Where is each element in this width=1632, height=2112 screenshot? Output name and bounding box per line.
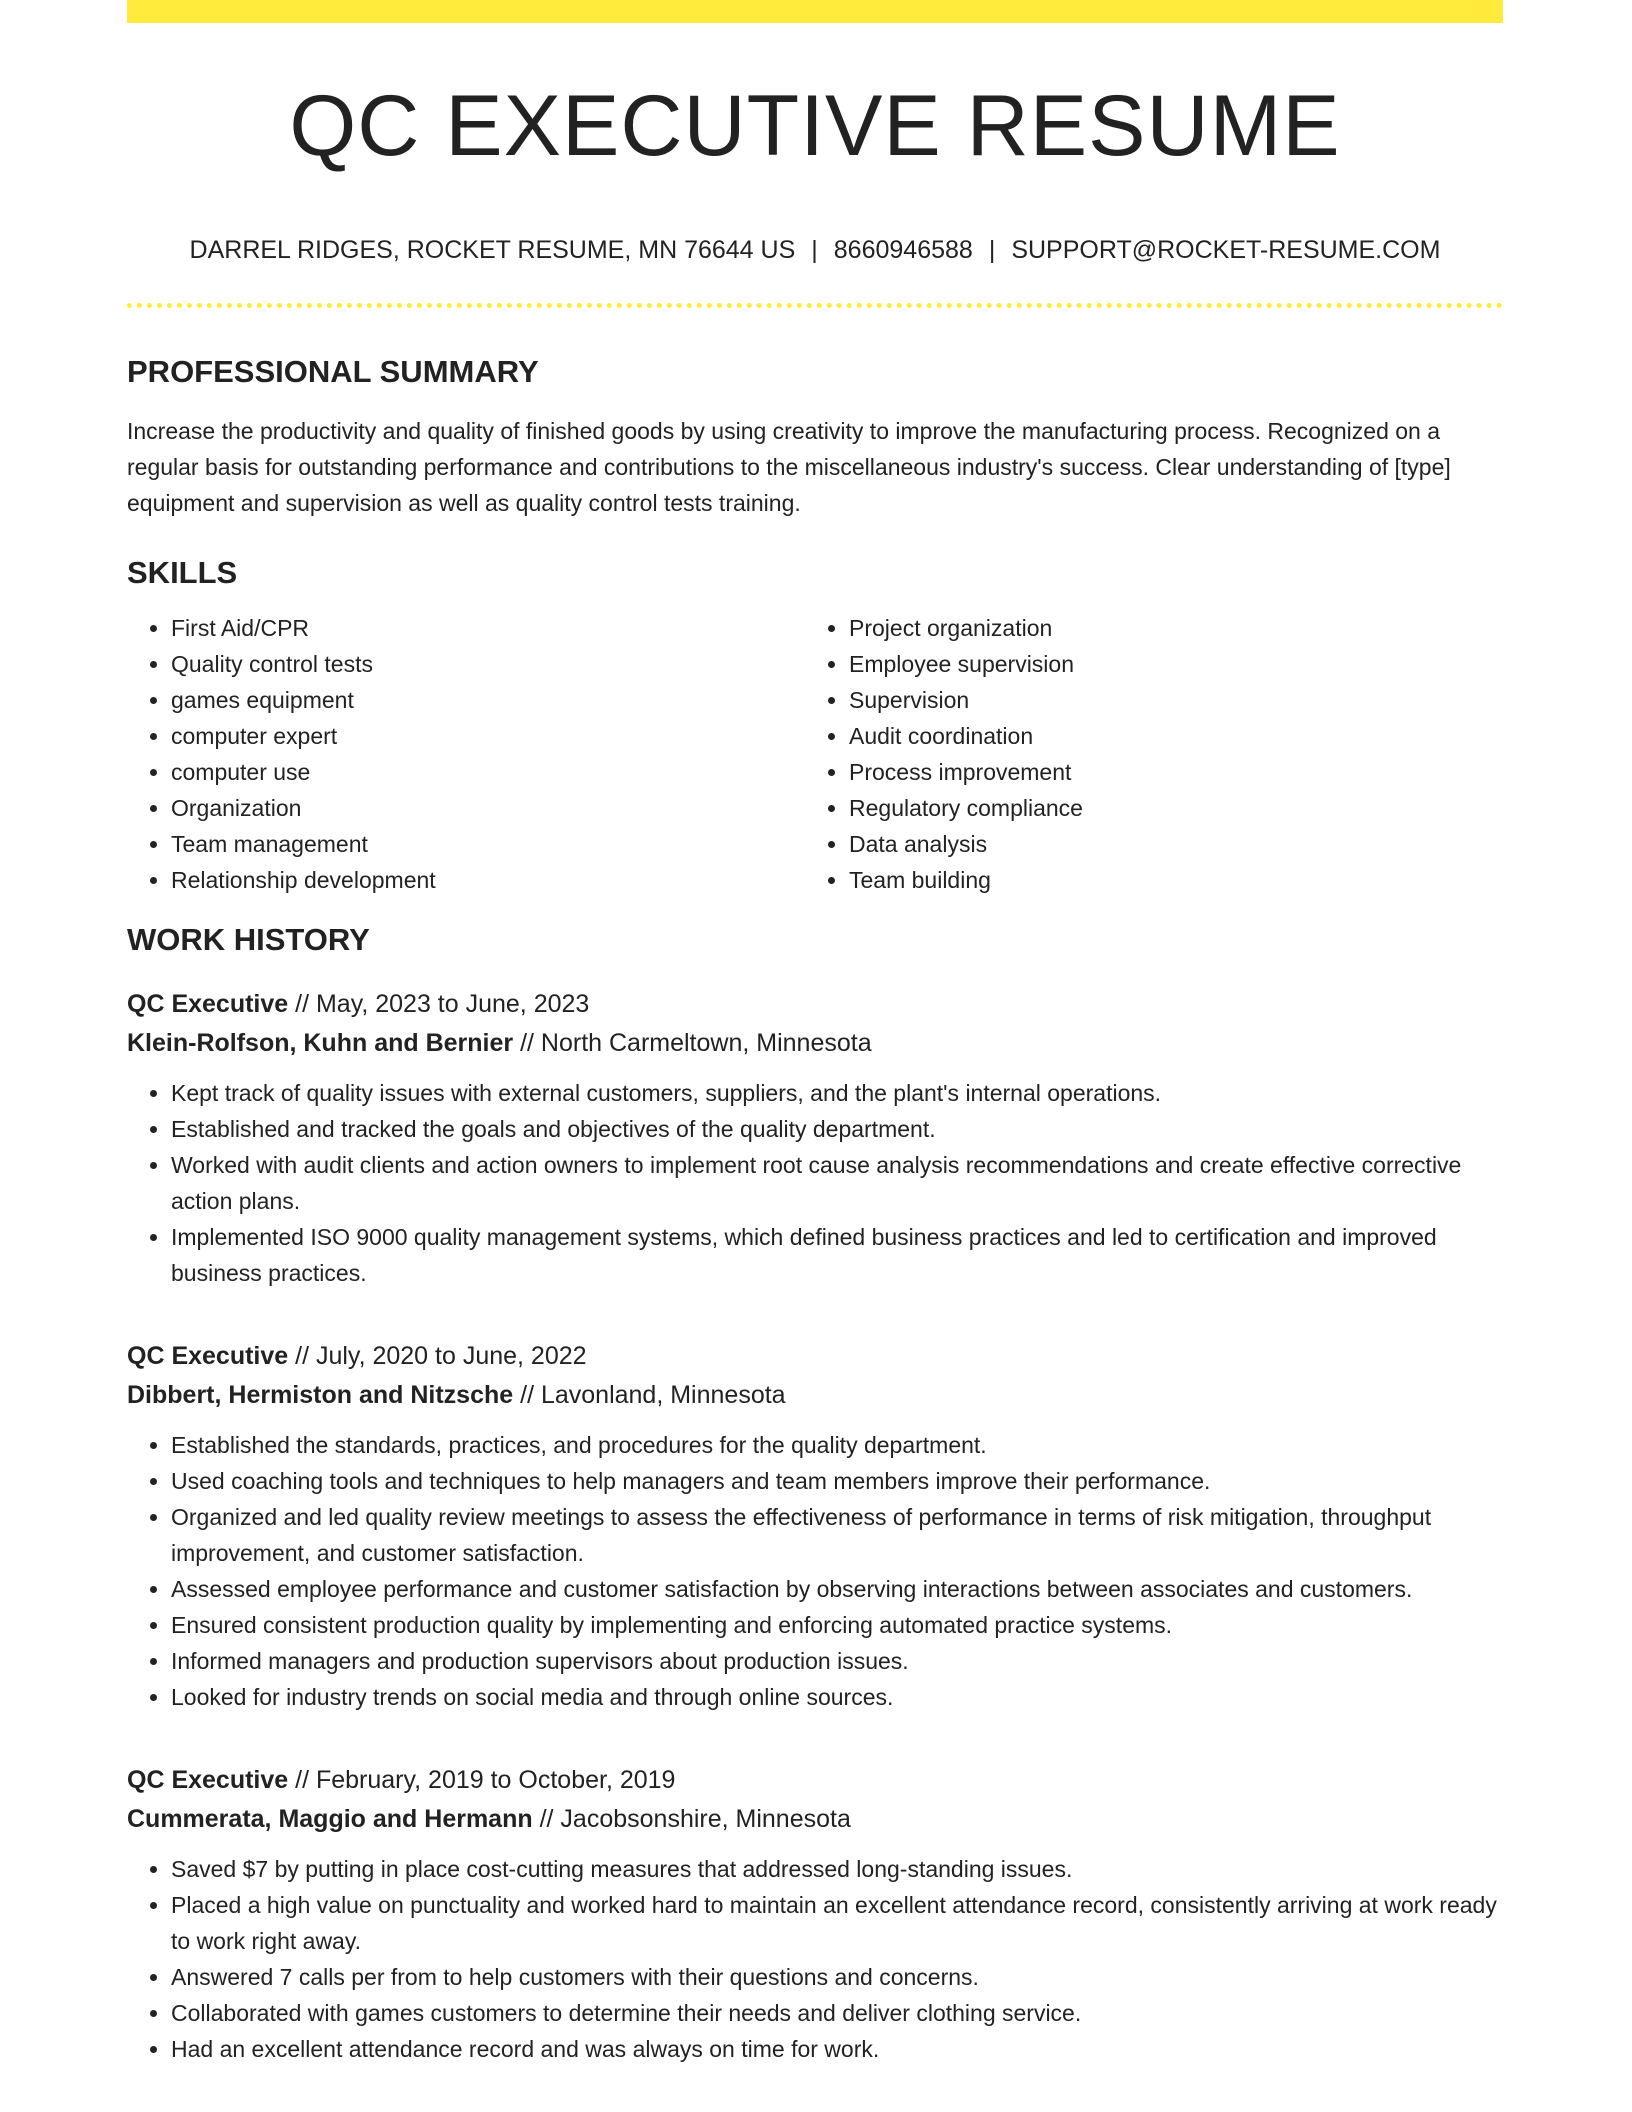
summary-text: Increase the productivity and quality of finished goods by using creativity to improve the manufacturing process. Recognized on a regular basis for outstanding performance and contributions to the miscellaneous industry's success. Clear understanding of [type] equipment and supervision as well as quality control tests training. [127,418,1451,516]
job-bullet: • Had an excellent attendance record and was always on time for work. [171,2031,1503,2067]
job-dates: // February, 2019 to October, 2019 [288,1766,676,1794]
job-bullet: • Assessed employee performance and customer satisfaction by observing interactions between associates and customers. [171,1571,1503,1607]
job-bullet: • Established and tracked the goals and objectives of the quality department. [171,1111,1503,1147]
job-title-line [127,1761,1503,1800]
skill-item: • Data analysis [849,826,1483,862]
job-bullet: • Used coaching tools and techniques to help managers and team members improve their performance. [171,1463,1503,1499]
job-title-line [127,1337,1503,1376]
contact-line [127,238,1503,263]
job-bullets [127,1851,1503,2067]
skill-item: • Regulatory compliance [849,790,1483,826]
skill-item: • Team management [171,826,805,862]
skill-item: • Organization [171,790,805,826]
job-bullet: • Implemented ISO 9000 quality management systems, which defined business practices and led to certification and improved business practices. [171,1219,1503,1291]
contact-address: DARREL RIDGES, ROCKET RESUME, MN 76644 US [189,236,796,264]
skill-item: • First Aid/CPR [171,610,805,646]
skills-grid [127,610,1503,898]
job-bullet: • Collaborated with games customers to determine their needs and deliver clothing service. [171,1995,1503,2031]
job-dates: // May, 2023 to June, 2023 [288,990,590,1018]
skill-item: • Quality control tests [171,646,805,682]
job-bullet: • Kept track of quality issues with external customers, suppliers, and the plant's internal operations. [171,1075,1503,1111]
skills-list-right [805,610,1483,898]
job-entry [127,1761,1503,2067]
job-company-line [127,1800,1503,1839]
contact-separator: | [988,236,996,264]
job-title: QC Executive [127,990,289,1018]
skill-item: • Audit coordination [849,718,1483,754]
job-bullets [127,1427,1503,1715]
summary-heading: PROFESSIONAL SUMMARY [127,354,539,389]
job-bullet: • Saved $7 by putting in place cost-cutting measures that addressed long-standing issues. [171,1851,1503,1887]
job-location: // Jacobsonshire, Minnesota [532,1805,851,1833]
job-company: Cummerata, Maggio and Hermann [127,1805,533,1833]
job-location: // Lavonland, Minnesota [513,1381,786,1409]
contact-email: SUPPORT@ROCKET-RESUME.COM [1011,236,1441,264]
job-location: // North Carmeltown, Minnesota [513,1029,872,1057]
job-bullet: • Organized and led quality review meetings to assess the effectiveness of performance in terms of risk mitigation, throughput improvement, and customer satisfaction. [171,1499,1503,1571]
job-title: QC Executive [127,1766,289,1794]
skill-item: • Employee supervision [849,646,1483,682]
job-bullet: • Ensured consistent production quality by implementing and enforcing automated practice systems. [171,1607,1503,1643]
job-company: Dibbert, Hermiston and Nitzsche [127,1381,514,1409]
job-entry [127,985,1503,1291]
job-bullet: • Informed managers and production supervisors about production issues. [171,1643,1503,1679]
job-company-line [127,1024,1503,1063]
skill-item: • Project organization [849,610,1483,646]
contact-separator: | [811,236,818,264]
resume-title: QC EXECUTIVE RESUME [289,78,1341,174]
contact-phone: 8660946588 [833,236,973,264]
job-bullets [127,1075,1503,1291]
skill-item: • Supervision [849,682,1483,718]
skill-item: • computer expert [171,718,805,754]
job-entry [127,1337,1503,1715]
job-bullet: • Looked for industry trends on social media and through online sources. [171,1679,1503,1715]
job-bullet: • Placed a high value on punctuality and worked hard to maintain an excellent attendance record, consistently arriving at work ready to work right away. [171,1887,1503,1959]
skill-item: • Team building [849,862,1483,898]
skills-list-left [127,610,805,898]
job-bullet: • Established the standards, practices, and procedures for the quality department. [171,1427,1503,1463]
job-company-line [127,1376,1503,1415]
job-company: Klein-Rolfson, Kuhn and Bernier [127,1029,514,1057]
skills-heading: SKILLS [127,555,238,590]
skill-item: • Relationship development [171,862,805,898]
resume-page [127,0,1503,2067]
skill-item: • computer use [171,754,805,790]
skill-item: • Process improvement [849,754,1483,790]
work-history-heading: WORK HISTORY [127,922,370,957]
job-dates: // July, 2020 to June, 2022 [288,1342,587,1370]
job-bullet: • Worked with audit clients and action owners to implement root cause analysis recommendations and create effective corrective action plans. [171,1147,1503,1219]
job-title: QC Executive [127,1342,289,1370]
skill-item: • games equipment [171,682,805,718]
accent-top-bar [127,0,1503,23]
dotted-divider [127,303,1503,308]
job-title-line [127,985,1503,1024]
job-bullet: • Answered 7 calls per from to help customers with their questions and concerns. [171,1959,1503,1995]
